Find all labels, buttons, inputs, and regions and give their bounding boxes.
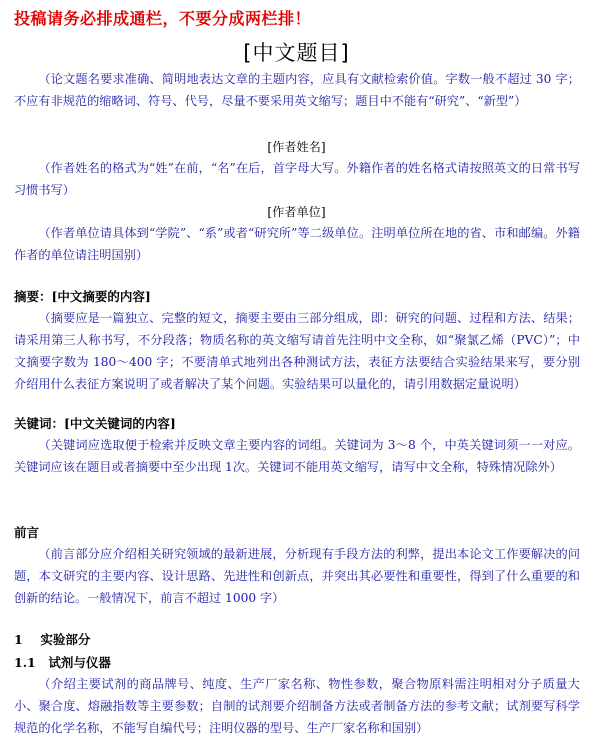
keywords-note: （关键词应选取便于检索并反映文章主要内容的词组。关键词为 3～8 个，中英关键词须一一对应。关键词应该在题目或者摘要中至少出现 1次。关键词不能用英文缩写，请写中文全称，特殊情况除外） [14, 438, 580, 474]
author-name-label: [作者姓名] [267, 140, 326, 154]
author-affiliation-label: [作者单位] [267, 205, 326, 219]
section-1-number: 1 [14, 632, 23, 647]
section-1-1-title: 试剂与仪器 [48, 655, 111, 670]
section-1-title: 实验部分 [40, 632, 91, 647]
author-affiliation-note: （作者单位请具体到“学院”、“系”或者“研究所”等二级单位。注明单位所在地的省、市和邮编。外籍作者的单位请注明国别） [14, 226, 580, 262]
preface-heading: 前言 [14, 525, 40, 540]
keywords-heading: 关键词：[中文关键词的内容] [14, 416, 176, 431]
preface-note: （前言部分应介绍相关研究领域的最新进展，分析现有手段方法的利弊，提出本论文工作要解决的问题，本文研究的主要内容、设计思路、先进性和创新点，并突出其必要性和重要性，得到了什么重要的和创新的结论。一般情况下，前言不超过 1000 字） [14, 547, 580, 605]
reagent-note: （介绍主要试剂的商品牌号、纯度、生产厂家名称、物性参数，聚合物原料需注明相对分子质量大小、聚合度、熔融指数等主要参数；自制的试剂要介绍制备方法或者制备方法的参考文献；试剂要写科学规范的化学名称，不能写自编代号；注明仪器的型号、生产厂家名称和国别） [14, 677, 580, 735]
section-1-1-number: 1.1 [14, 655, 36, 670]
section-1-1-heading [14, 653, 111, 671]
section-1-heading [14, 630, 90, 648]
paper-title: [中文题目] [243, 41, 350, 65]
abstract-heading: 摘要：[中文摘要的内容] [14, 289, 151, 304]
author-name-note: （作者姓名的格式为“姓”在前，“名”在后，首字母大写。外籍作者的姓名格式请按照英文的日常书写习惯书写） [14, 161, 580, 197]
abstract-note: （摘要应是一篇独立、完整的短文，摘要主要由三部分组成，即：研究的问题、过程和方法、结果；请采用第三人称书写，不分段落；物质名称的英文缩写请首先注明中文全称，如“聚氯乙烯（PVC）”；中文摘要字数为 180～400 字；不要清单式地列出各种测试方法，表征方法要结合实验结果来写，要分别介绍用什么表征方案说明了或者解决了某个问题。实验结果可以量化的，请引用数据定量说明） [14, 311, 581, 391]
title-note: （论文题名要求准确、简明地表达文章的主题内容，应具有文献检索价值。字数一般不超过 30 字；不应有非规范的缩略词、符号、代号，尽量不要采用英文缩写；题目中不能有“研究”、“新型”） [14, 72, 580, 108]
submission-notice: 投稿请务必排成通栏，不要分成两栏排！ [14, 9, 312, 28]
